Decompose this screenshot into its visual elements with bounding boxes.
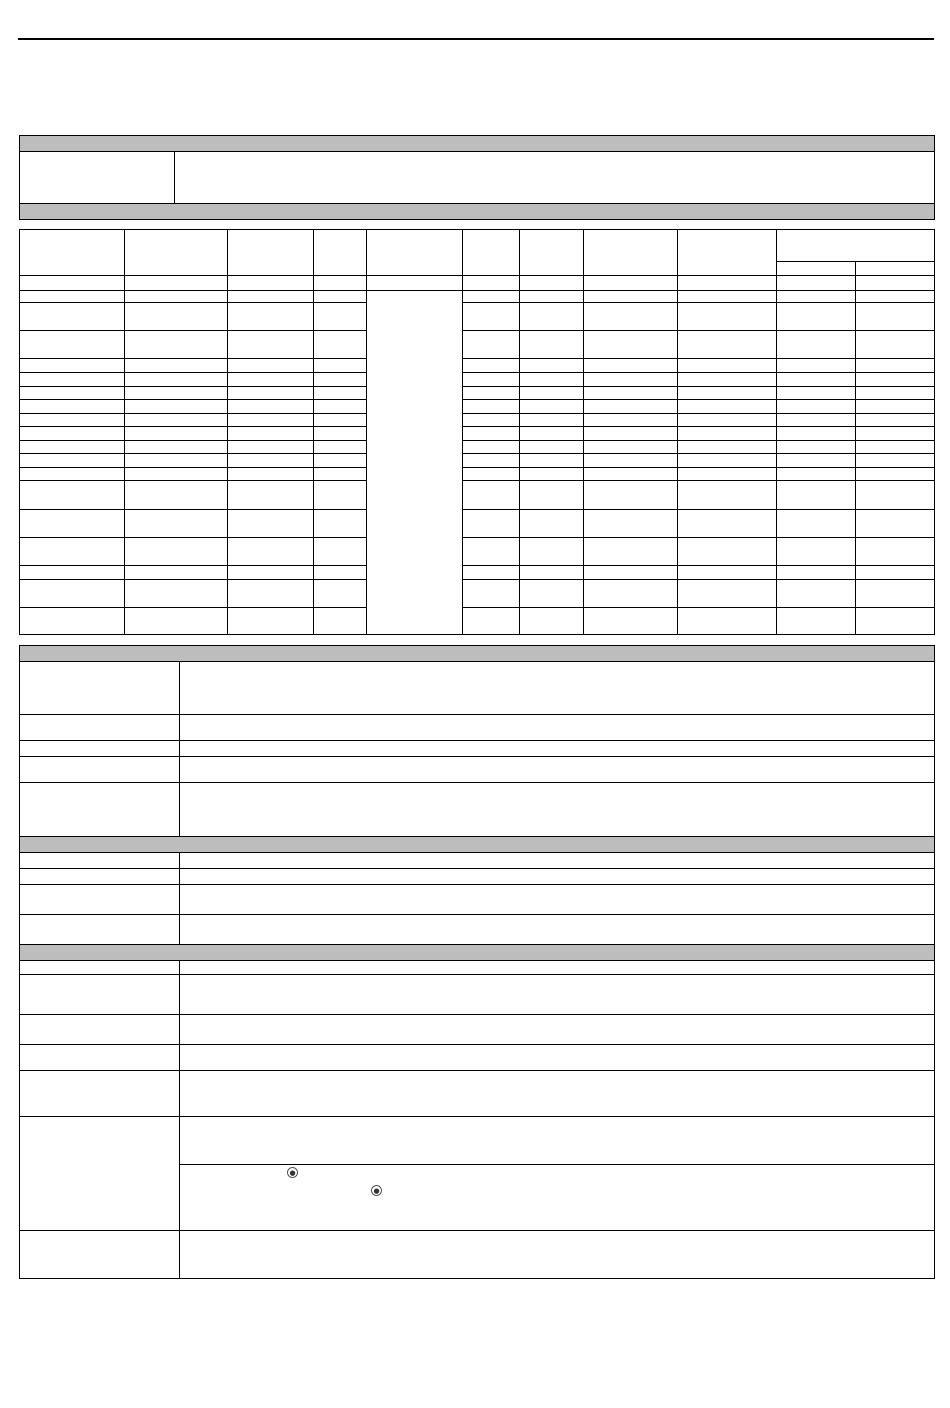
row-divider <box>19 1070 935 1071</box>
table-header-cell <box>228 230 314 276</box>
table-row <box>20 467 935 481</box>
table-row <box>20 509 935 537</box>
table-row <box>20 275 935 290</box>
table-subheader-cell <box>856 262 935 276</box>
section-general-body <box>19 151 935 204</box>
table-subheader-cell <box>777 262 856 276</box>
section-header-environment <box>19 836 935 853</box>
section-standards-body <box>19 960 935 1279</box>
table-header-cell <box>367 230 463 276</box>
table-row <box>20 440 935 454</box>
row-divider <box>19 756 935 757</box>
section-performance-body <box>19 661 935 837</box>
table-header-cell <box>520 230 584 276</box>
section-environment-body <box>19 852 935 945</box>
section-header-general <box>19 135 935 152</box>
table-row <box>20 331 935 359</box>
specification-table <box>19 229 934 635</box>
row-divider <box>19 974 935 975</box>
row-divider <box>19 1116 935 1117</box>
column-divider <box>174 151 175 204</box>
table-row <box>20 359 935 373</box>
column-divider <box>179 960 180 1279</box>
table-row <box>20 400 935 414</box>
table-row <box>20 454 935 468</box>
row-divider <box>19 782 935 783</box>
table-row <box>20 579 935 607</box>
document-title <box>18 14 934 34</box>
table-header-cell <box>678 230 777 276</box>
table-row <box>20 607 935 634</box>
row-divider <box>19 884 935 885</box>
row-divider <box>19 1044 935 1045</box>
table-header-cell <box>314 230 367 276</box>
table-row <box>20 372 935 386</box>
merged-table-cell <box>367 290 463 634</box>
row-divider <box>19 1014 935 1015</box>
section-header-specifications <box>19 203 935 220</box>
column-divider <box>179 852 180 945</box>
table-header-cell <box>20 230 125 276</box>
certification-mark-icon: ● <box>371 1185 382 1196</box>
section-header-performance <box>19 645 935 662</box>
row-divider-partial <box>179 1164 935 1165</box>
table-header-cell <box>463 230 520 276</box>
section-header-standards <box>19 944 935 961</box>
row-divider <box>19 714 935 715</box>
top-rule <box>18 38 934 40</box>
table-header-cell <box>584 230 678 276</box>
row-divider <box>19 914 935 915</box>
row-divider <box>19 740 935 741</box>
row-divider <box>19 868 935 869</box>
table-row <box>20 427 935 441</box>
table-row <box>20 303 935 331</box>
table-row <box>20 290 935 303</box>
table-row <box>20 386 935 400</box>
table-row <box>20 413 935 427</box>
table-row <box>20 565 935 579</box>
table-header-cell <box>777 230 935 262</box>
row-divider <box>19 1230 935 1231</box>
table-row <box>20 537 935 565</box>
certification-mark-icon: ● <box>287 1167 298 1178</box>
table-header-cell <box>125 230 228 276</box>
table-row <box>20 481 935 509</box>
column-divider <box>179 661 180 837</box>
